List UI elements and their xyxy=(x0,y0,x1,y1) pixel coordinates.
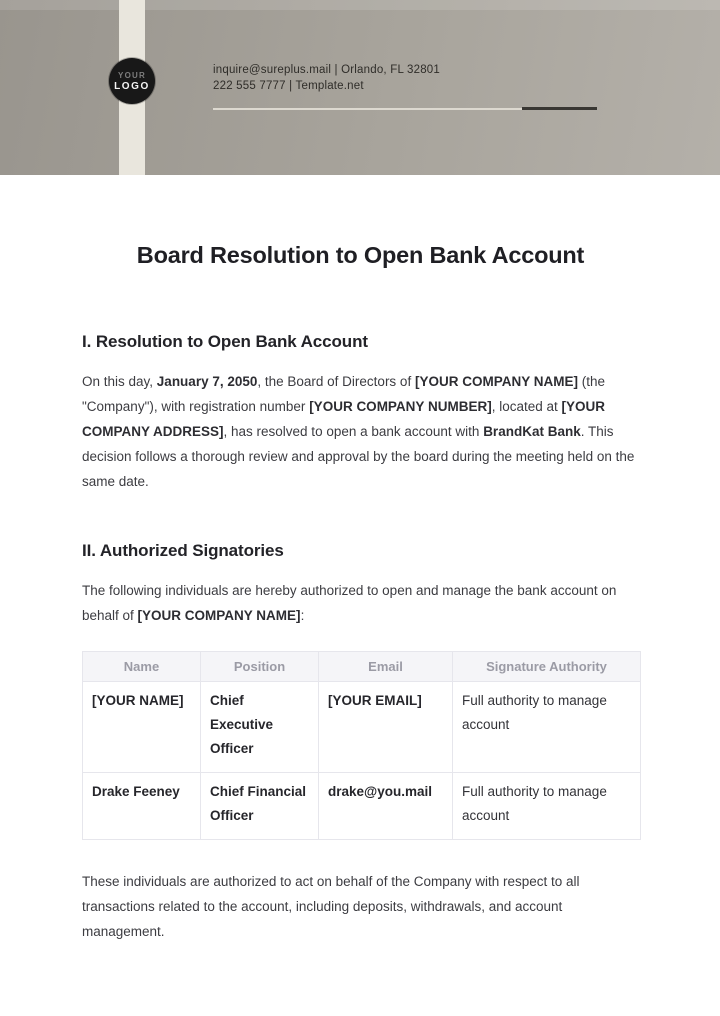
cell-position: Chief Executive Officer xyxy=(201,682,319,773)
cell-email: [YOUR EMAIL] xyxy=(319,682,453,773)
section-2-heading: II. Authorized Signatories xyxy=(82,541,284,560)
section-2-paragraph: The following individuals are hereby authorized to open and manage the bank account on behalf of [YOUR COMPANY NAME]: xyxy=(82,583,617,623)
letterhead-band xyxy=(0,0,720,175)
column-header-email: Email xyxy=(319,652,453,682)
signatories-table xyxy=(82,651,641,840)
header-rule-light xyxy=(213,108,522,110)
column-header-signature-authority: Signature Authority xyxy=(453,652,641,682)
cell-name: [YOUR NAME] xyxy=(83,682,201,773)
cell-position: Chief Financial Officer xyxy=(201,773,319,840)
contact-info xyxy=(213,62,440,94)
table-row xyxy=(83,682,641,773)
contact-line-phone-site: 222 555 7777 | Template.net xyxy=(213,80,364,92)
document-title: Board Resolution to Open Bank Account xyxy=(136,242,585,268)
cell-name: Drake Feeney xyxy=(83,773,201,840)
table-header-row xyxy=(83,652,641,682)
closing-paragraph: These individuals are authorized to act on behalf of the Company with respect to all transactions related to the account, including deposits, withdrawals, and account management. xyxy=(82,874,580,939)
company-logo xyxy=(109,58,155,104)
section-1-heading: I. Resolution to Open Bank Account xyxy=(82,332,368,351)
header-rule xyxy=(213,107,597,110)
section-1-paragraph: On this day, January 7, 2050, the Board of Directors of [YOUR COMPANY NAME] (the "Company"), with registration number [YOUR COMPANY NUMBER], located at [YOUR COMPANY ADDRESS], has resolved to open a bank account with BrandKat Bank. This decision follows a thorough review and approval by the board during the meeting held on the same date. xyxy=(82,374,635,489)
header-rule-dark xyxy=(522,107,597,110)
document-body xyxy=(82,175,639,944)
column-header-position: Position xyxy=(201,652,319,682)
cell-signature-authority: Full authority to manage account xyxy=(453,773,641,840)
logo-text-top: YOUR xyxy=(118,70,146,80)
table-row xyxy=(83,773,641,840)
logo-text-bottom: LOGO xyxy=(114,80,150,92)
cell-signature-authority: Full authority to manage account xyxy=(453,682,641,773)
column-header-name: Name xyxy=(83,652,201,682)
cell-email: drake@you.mail xyxy=(319,773,453,840)
contact-line-email-address: inquire@sureplus.mail | Orlando, FL 32801 xyxy=(213,64,440,76)
